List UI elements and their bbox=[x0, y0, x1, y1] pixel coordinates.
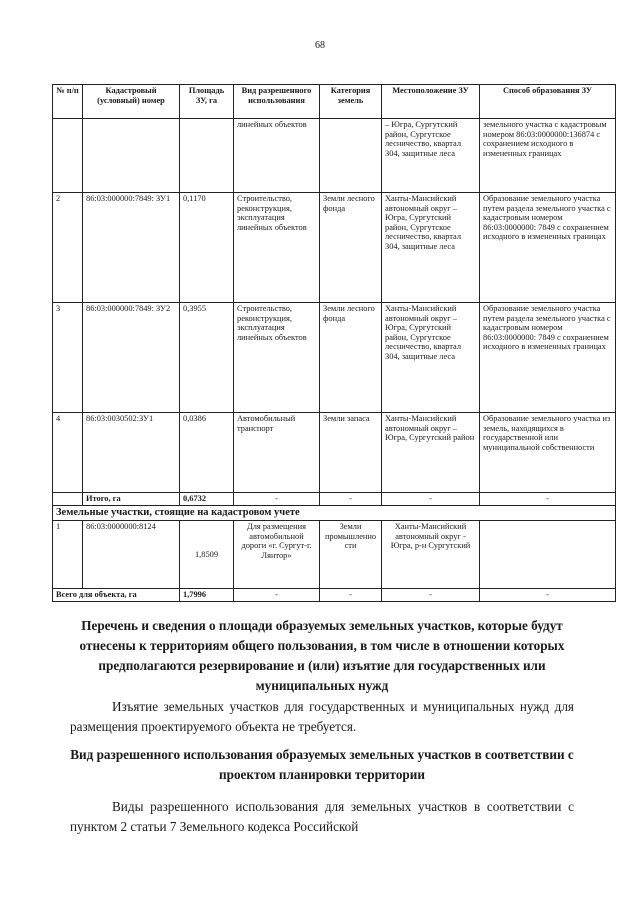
cell-num: 1 bbox=[53, 520, 83, 588]
total-dash: - bbox=[382, 493, 480, 506]
header-cadastral: Кадастровый (условный) номер bbox=[83, 85, 180, 119]
table-row bbox=[53, 193, 616, 303]
cell-area bbox=[180, 119, 234, 193]
cell-cadastral bbox=[83, 119, 180, 193]
header-area: Площадь ЗУ, га bbox=[180, 85, 234, 119]
total-dash: - bbox=[320, 493, 382, 506]
total-dash: - bbox=[234, 493, 320, 506]
cell-category: Земли лесного фонда bbox=[320, 303, 382, 413]
cell-cadastral: 86:03:0000000:8124 bbox=[83, 520, 180, 588]
cell-use: линейных объектов bbox=[234, 119, 320, 193]
cell-use: Автомобильный транспорт bbox=[234, 413, 320, 493]
cell-cadastral: 86:03:000000:7849: ЗУ2 bbox=[83, 303, 180, 413]
total-dash: - bbox=[480, 493, 616, 506]
cell-location: Ханты-Мансийский автономный округ – Югра, Сургутский район bbox=[382, 413, 480, 493]
grand-total-dash: - bbox=[480, 588, 616, 601]
cell-method: Образование земельного участка путем раздела земельного участка с кадастровым номером 86:03:0000000: 7849 с сохранением исходного в измененных границах bbox=[480, 303, 616, 413]
cell-location: Ханты-Мансийский автономный округ – Югра, Сургутский район, Сургутское лесничество, квартал 304, защитные леса bbox=[382, 303, 480, 413]
grand-total-dash: - bbox=[234, 588, 320, 601]
table-header-row bbox=[53, 85, 616, 119]
grand-total-label: Всего для объекта, га bbox=[53, 588, 180, 601]
section-title: Земельные участки, стоящие на кадастровом учете bbox=[53, 506, 616, 521]
grand-total-dash: - bbox=[382, 588, 480, 601]
cell-method: Образование земельного участка путем раздела земельного участка с кадастровым номером 86:03:0000000: 7849 с сохранением исходного в измененных границах bbox=[480, 193, 616, 303]
cell-category bbox=[320, 119, 382, 193]
cell-method: земельного участка с кадастровым номером 86:03:0000000:136874 с сохранением исходного в измененных границах bbox=[480, 119, 616, 193]
cell-num: 4 bbox=[53, 413, 83, 493]
table-row bbox=[53, 119, 616, 193]
cell-area: 0,3955 bbox=[180, 303, 234, 413]
table-row bbox=[53, 303, 616, 413]
cell-cadastral: 86:03:000000:7849: ЗУ1 bbox=[83, 193, 180, 303]
section-heading-public-land: Перечень и сведения о площади образуемых земельных участков, которые будут отнесены к территориям общего пользования, в том числе в отношении которых предполагаются резервирование и (или) изъятие для государственных или муниципальных нужд bbox=[79, 618, 565, 693]
cell-location: Ханты-Мансийский автономный округ – Югра, Сургутский район, Сургутское лесничество, квартал 304, защитные леса bbox=[382, 193, 480, 303]
cell-num: 2 bbox=[53, 193, 83, 303]
cell-use: Строительство, реконструкция, эксплуатация линейных объектов bbox=[234, 193, 320, 303]
section-heading-permitted-use: Вид разрешенного использования образуемых земельных участков в соответствии с проектом планировки территории bbox=[70, 747, 574, 782]
cell-use: Для размещения автомобильной дороги «г. Сургут-г. Лянтор» bbox=[234, 520, 320, 588]
cell-method bbox=[480, 520, 616, 588]
cell-num: 3 bbox=[53, 303, 83, 413]
permitted-use-paragraph: Виды разрешенного использования для земельных участков в соответствии с пунктом 2 статьи 7 Земельного кодекса Российской bbox=[70, 799, 574, 834]
page-number: 68 bbox=[315, 40, 325, 51]
header-method: Способ образования ЗУ bbox=[480, 85, 616, 119]
cell-use: Строительство, реконструкция, эксплуатация линейных объектов bbox=[234, 303, 320, 413]
cell-area: 0,1170 bbox=[180, 193, 234, 303]
section-row bbox=[53, 506, 616, 521]
total-row bbox=[53, 493, 616, 506]
header-category: Категория земель bbox=[320, 85, 382, 119]
cell-category: Земли лесного фонда bbox=[320, 193, 382, 303]
table-row bbox=[53, 413, 616, 493]
withdrawal-paragraph: Изъятие земельных участков для государственных и муниципальных нужд для размещения проектируемого объекта не требуется. bbox=[70, 699, 574, 734]
cell-category: Земли промышленности bbox=[320, 520, 382, 588]
total-value: 0,6732 bbox=[180, 493, 234, 506]
cell-num bbox=[53, 119, 83, 193]
cell-area: 1,8509 bbox=[180, 520, 234, 588]
cell-method: Образование земельного участка из земель, находящихся в государственной или муниципальной собственности bbox=[480, 413, 616, 493]
grand-total-row bbox=[53, 588, 616, 601]
header-location: Местоположение ЗУ bbox=[382, 85, 480, 119]
header-use: Вид разрешенного использования bbox=[234, 85, 320, 119]
header-num: № п/п bbox=[53, 85, 83, 119]
total-label: Итого, га bbox=[83, 493, 180, 506]
table-row bbox=[53, 520, 616, 588]
cell-location: Ханты-Мансийский автономный округ - Югра, р-н Сургутский bbox=[382, 520, 480, 588]
cell-cadastral: 86:03:0030502:ЗУ1 bbox=[83, 413, 180, 493]
cell-location: – Югра, Сургутский район, Сургутское лесничество, квартал 304, защитные леса bbox=[382, 119, 480, 193]
cell-area: 0,0386 bbox=[180, 413, 234, 493]
cell-category: Земли запаса bbox=[320, 413, 382, 493]
grand-total-value: 1,7996 bbox=[180, 588, 234, 601]
land-plots-table bbox=[52, 84, 616, 602]
grand-total-dash: - bbox=[320, 588, 382, 601]
cell-num bbox=[53, 493, 83, 506]
